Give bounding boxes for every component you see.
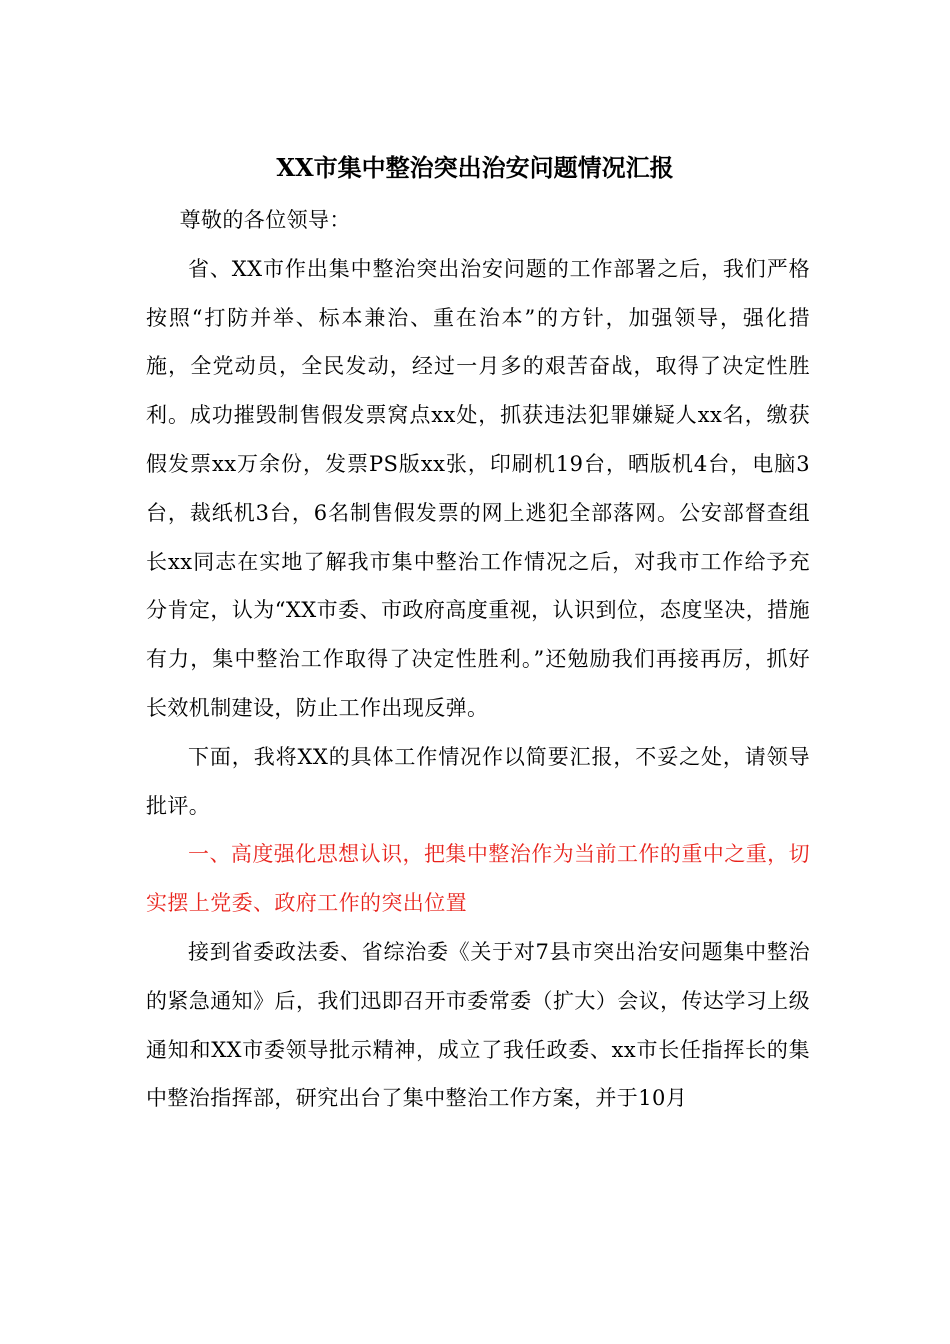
section-heading-1: 一、高度强化思想认识，把集中整治作为当前工作的重中之重，切实摆上党委、政府工作的突出位置 <box>146 842 810 916</box>
section-paragraph-1: 接到省委政法委、省综治委《关于对7县市突出治安问题集中整治的紧急通知》后，我们迅即召开市委常委（扩大）会议，传达学习上级通知和XX市委领导批示精神，成立了我任政委、xx市长任指挥长的集中整治指挥部，研究出台了集中整治工作方案，并于10月 <box>146 939 810 1111</box>
greeting-line: 尊敬的各位领导： <box>179 208 351 232</box>
document-title: XX市集中整治突出治安问题情况汇报 <box>276 153 674 182</box>
body-paragraph-report: 下面，我将XX的具体工作情况作以简要汇报，不妥之处，请领导批评。 <box>146 744 810 818</box>
document-body <box>146 188 810 1123</box>
body-paragraph-intro: 省、XX市作出集中整治突出治安问题的工作部署之后，我们严格按照“打防并举、标本兼治、重在治本”的方针，加强领导，强化措施，全党动员，全民发动，经过一月多的艰苦奋战，取得了决定性胜利。成功摧毁制售假发票窝点xx处，抓获违法犯罪嫌疑人xx名，缴获假发票xx万余份，发票PS版xx张，印刷机19台，晒版机4台，电脑3台，裁纸机3台，6名制售假发票的网上逃犯全部落网。公安部督查组长xx同志在实地了解我市集中整治工作情况之后，对我市工作给予充分肯定，认为“XX市委、市政府高度重视，认识到位，态度坚决，措施有力，集中整治工作取得了决定性胜利。”还勉励我们再接再厉，抓好长效机制建设，防止工作出现反弹。 <box>146 256 810 720</box>
